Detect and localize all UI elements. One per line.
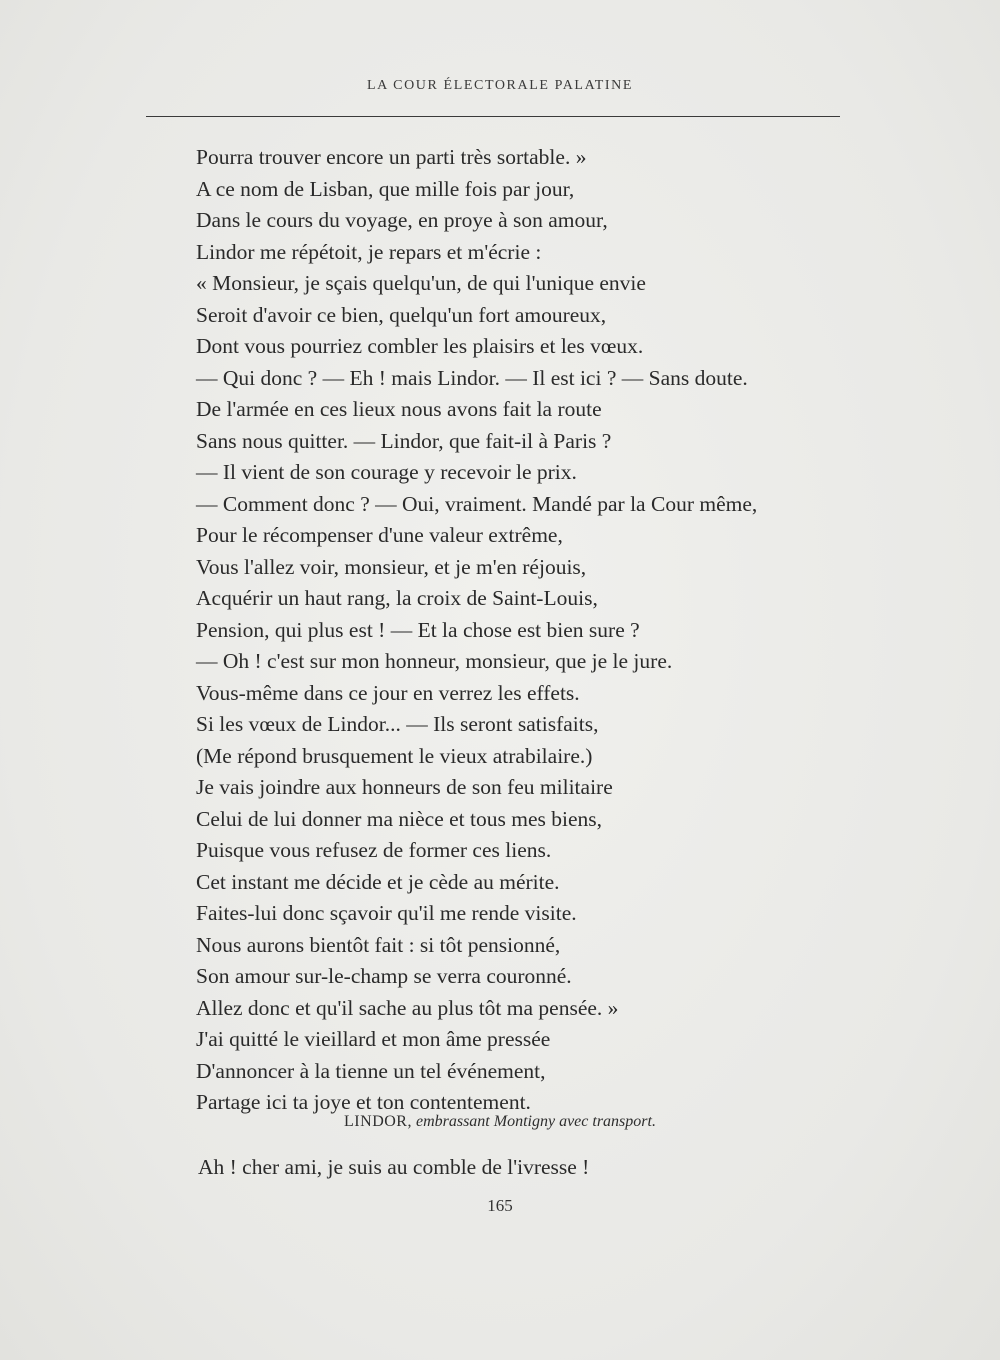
verse-line: Nous aurons bientôt fait : si tôt pensionné, xyxy=(196,932,561,957)
verse-line: Pourra trouver encore un parti très sortable. » xyxy=(196,145,587,169)
verse-line: — Comment donc ? — Oui, vraiment. Mandé par la Cour même, xyxy=(196,491,758,516)
verse-line: J'ai quitté le vieillard et mon âme pressée xyxy=(196,1027,551,1051)
verse-line: Allez donc et qu'il sache au plus tôt ma pensée. » xyxy=(196,995,619,1020)
header-rule xyxy=(146,116,840,117)
verse-line: Sans nous quitter. — Lindor, que fait-il à Paris ? xyxy=(196,428,612,453)
verse-line: Dans le cours du voyage, en proye à son amour, xyxy=(196,208,608,232)
verse-line: De l'armée en ces lieux nous avons fait la route xyxy=(196,397,602,421)
verse-line: A ce nom de Lisban, que mille fois par jour, xyxy=(196,176,575,201)
speaker-name: LINDOR, xyxy=(344,1113,412,1130)
verse-line: Vous-même dans ce jour en verrez les effets. xyxy=(196,680,580,705)
verse-line: Pour le récompenser d'une valeur extrême, xyxy=(196,523,563,547)
verse-block xyxy=(196,142,876,1119)
verse-line: Lindor me répétoit, je repars et m'écrie : xyxy=(196,239,542,264)
verse-line: — Qui donc ? — Eh ! mais Lindor. — Il est ici ? — Sans doute. xyxy=(196,365,748,390)
verse-line: Cet instant me décide et je cède au mérite. xyxy=(196,869,560,894)
verse-line: Dont vous pourriez combler les plaisirs et les vœux. xyxy=(196,334,644,358)
page-number: 165 xyxy=(487,1196,513,1215)
verse-line: Je vais joindre aux honneurs de son feu militaire xyxy=(196,775,613,799)
verse-line: Son amour sur-le-champ se verra couronné. xyxy=(196,964,572,988)
verse-line: — Il vient de son courage y recevoir le prix. xyxy=(196,460,577,484)
stage-direction xyxy=(0,1113,1000,1131)
stage-direction-text: embrassant Montigny avec transport. xyxy=(415,1113,656,1130)
verse-line: Seroit d'avoir ce bien, quelqu'un fort amoureux, xyxy=(196,302,607,327)
verse-line: Celui de lui donner ma nièce et tous mes biens, xyxy=(196,806,603,831)
running-title: LA COUR ÉLECTORALE PALATINE xyxy=(366,78,634,93)
verse-line: Partage ici ta joye et ton contentement. xyxy=(196,1090,531,1114)
verse-line: — Oh ! c'est sur mon honneur, monsieur, que je le jure. xyxy=(196,649,673,673)
verse-line: Puisque vous refusez de former ces liens. xyxy=(196,838,552,862)
verse-line: (Me répond brusquement le vieux atrabilaire.) xyxy=(196,743,593,768)
verse-line: Si les vœux de Lindor... — Ils seront satisfaits, xyxy=(196,712,599,736)
verse-line: « Monsieur, je sçais quelqu'un, de qui l'unique envie xyxy=(196,271,646,295)
verse-line: Faites-lui donc sçavoir qu'il me rende visite. xyxy=(196,901,577,925)
dialogue-line: Ah ! cher ami, je suis au comble de l'ivresse ! xyxy=(198,1155,590,1179)
verse-line: Vous l'allez voir, monsieur, et je m'en réjouis, xyxy=(196,554,587,579)
verse-line: D'annoncer à la tienne un tel événement, xyxy=(196,1058,546,1083)
verse-line: Acquérir un haut rang, la croix de Saint-Louis, xyxy=(196,586,598,610)
verse-line: Pension, qui plus est ! — Et la chose est bien sure ? xyxy=(196,617,640,642)
